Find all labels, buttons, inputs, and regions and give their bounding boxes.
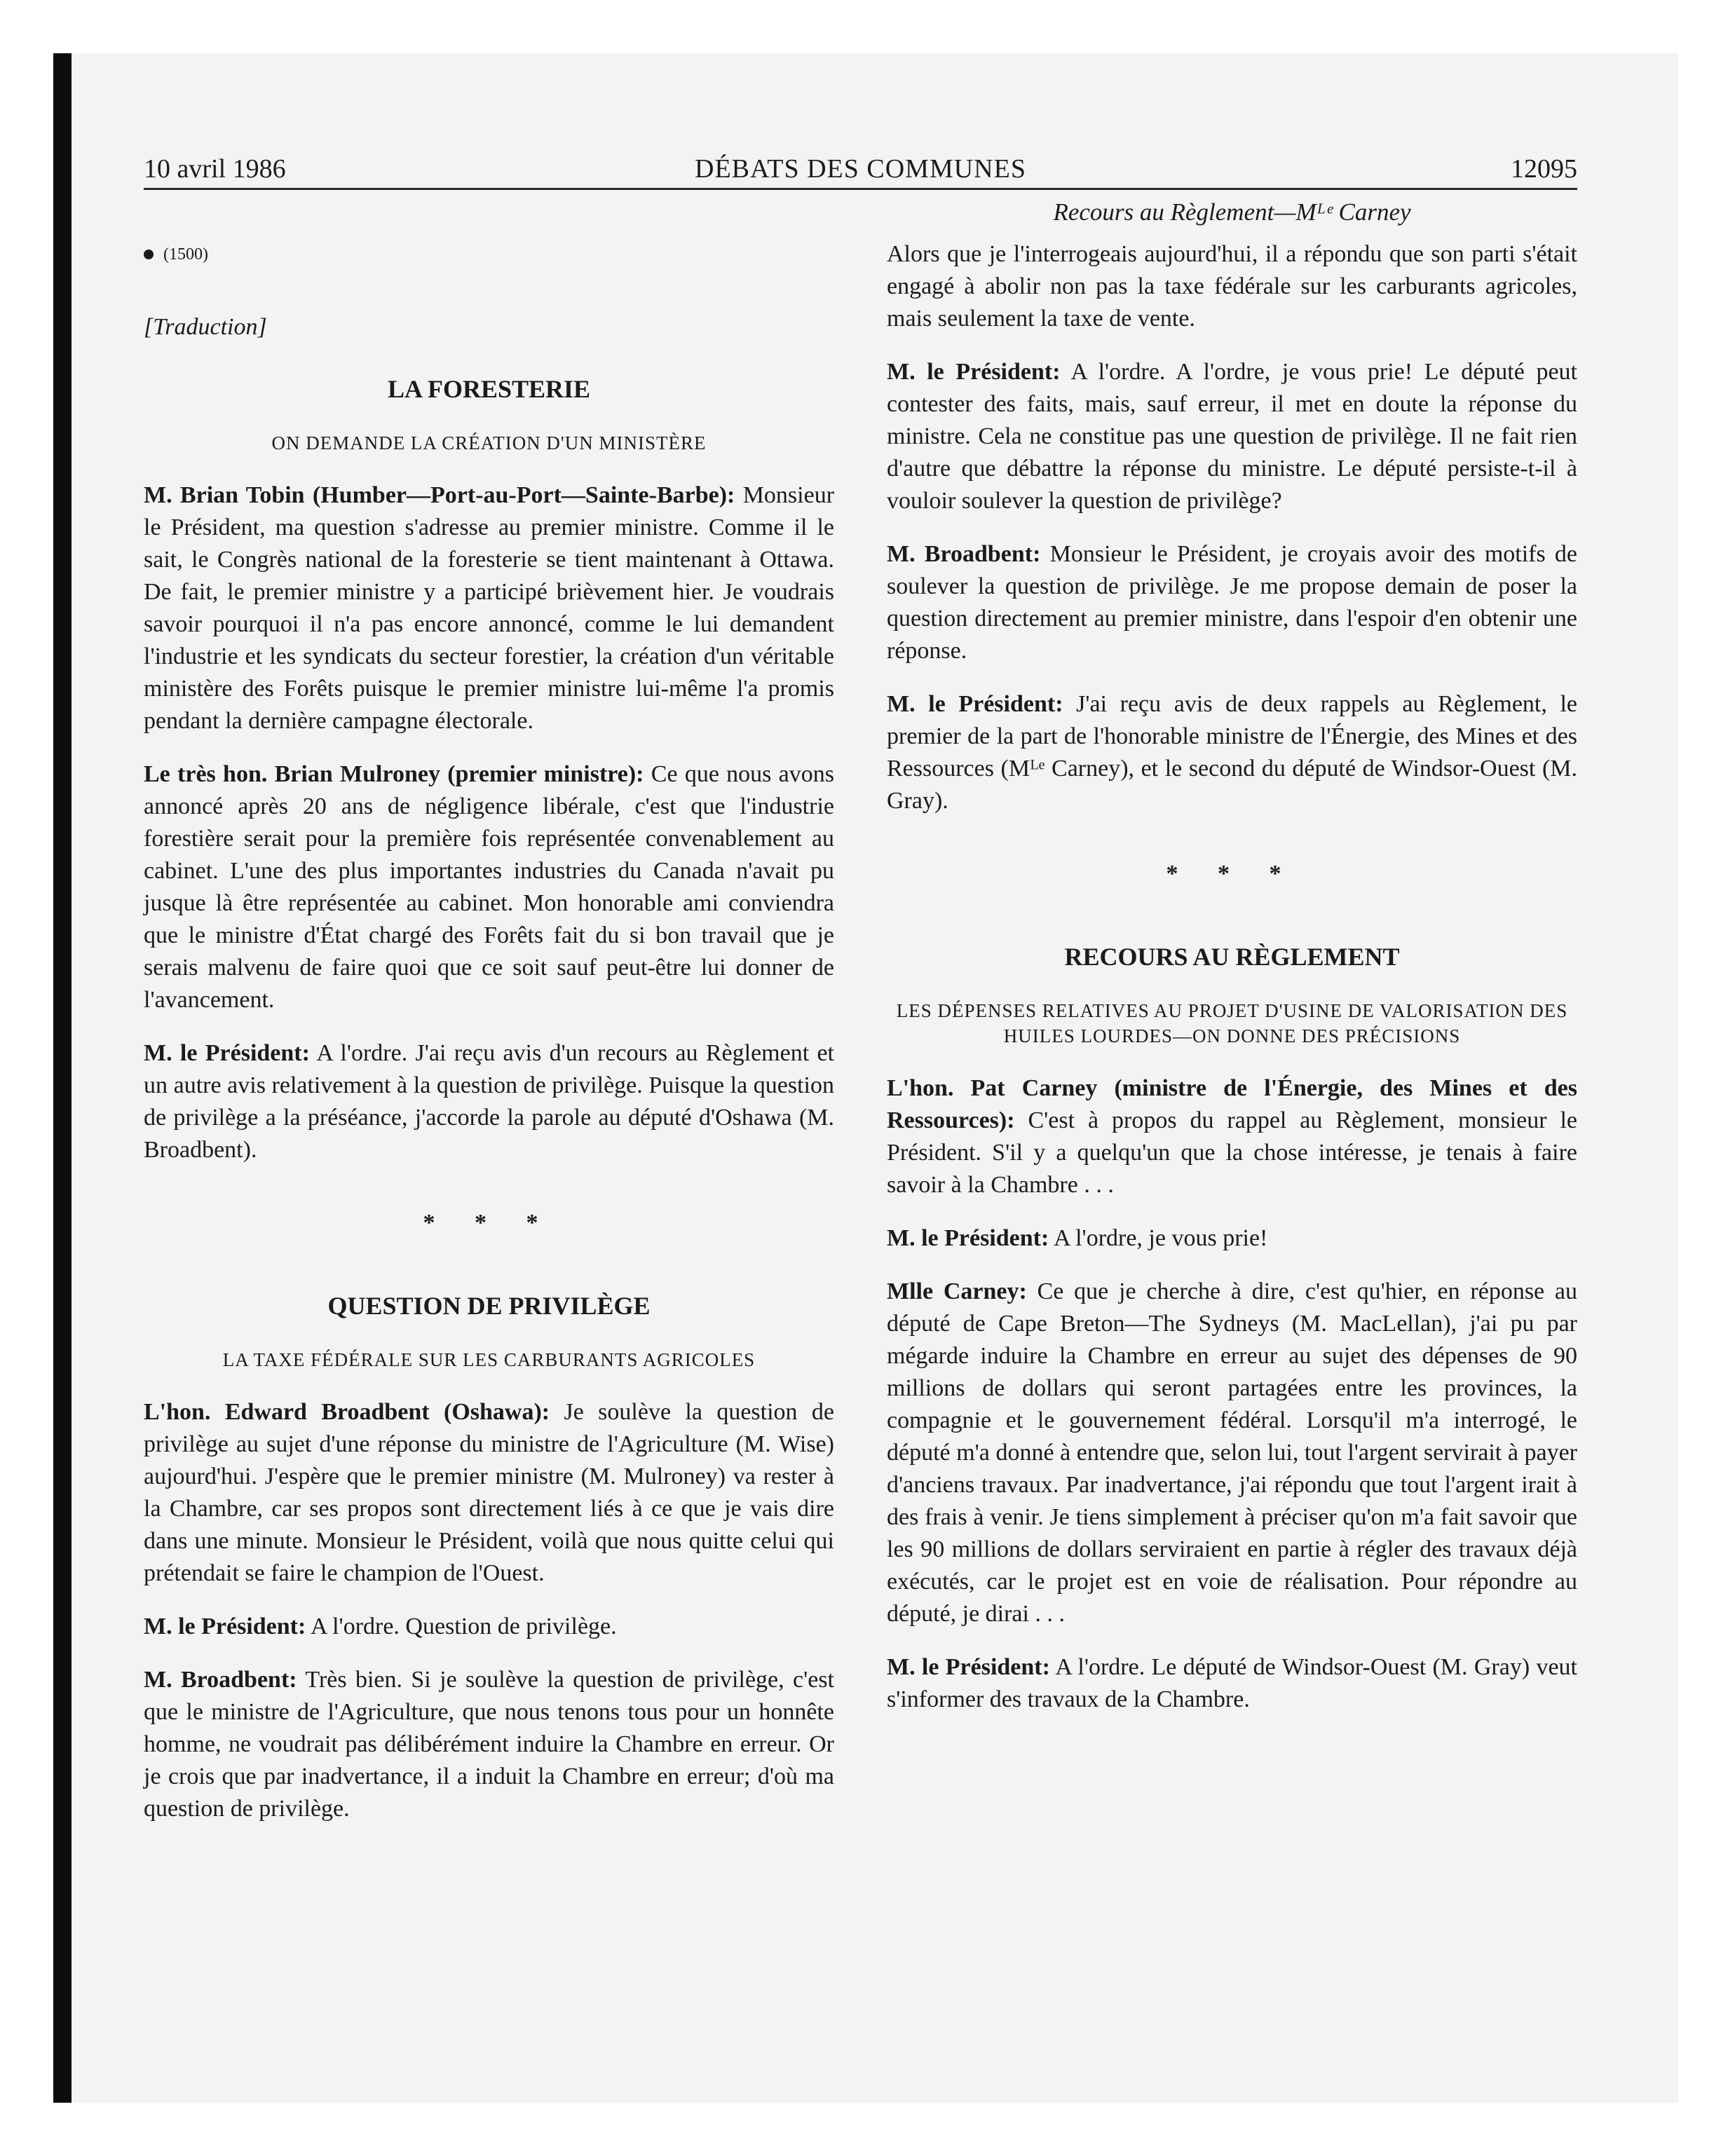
paragraph-broadbent-3 [887, 538, 1577, 667]
speaker: M. le Président: [887, 1225, 1049, 1251]
section-subtitle-privilege: LA TAXE FÉDÉRALE SUR LES CARBURANTS AGRICOLES [222, 1349, 756, 1370]
paragraph-carney-1 [887, 1072, 1577, 1201]
speaker: M. Broadbent: [144, 1667, 297, 1693]
bullet-icon [144, 250, 154, 259]
paragraph-president-1 [144, 1037, 834, 1166]
speech: J'ai reçu avis de deux rappels au Règlement, le premier de la part de l'honorable ministre de l'Énergie, des Mines et des Ressources (Mᴸᵉ Carney), et le second du député de Windsor-Ouest (M. Gray). [887, 691, 1578, 814]
binding-edge [53, 53, 72, 2103]
translation-note: [Traduction] [144, 314, 267, 340]
section-subtitle-recours: LES DÉPENSES RELATIVES AU PROJET D'USINE DE VALORISATION DES HUILES LOURDES—ON DONNE DES PRÉCISIONS [896, 1000, 1568, 1046]
speaker: M. Brian Tobin (Humber—Port-au-Port—Sainte-Barbe): [144, 482, 735, 508]
paragraph-broadbent-2 [144, 1664, 834, 1825]
time-marker [144, 238, 834, 271]
speech: Monsieur le Président, je croyais avoir des motifs de soulever la question de privilège. Je me propose demain de poser la question directement au premier ministre, dans l'espoir d'en obtenir une réponse. [887, 541, 1578, 664]
header-title: DÉBATS DES COMMUNES [695, 154, 1026, 184]
paragraph-president-3 [887, 356, 1577, 517]
page [144, 153, 1577, 2031]
right-column [887, 196, 1577, 1737]
section-separator: * * * [1166, 861, 1298, 887]
paragraph-president-2 [144, 1611, 834, 1643]
page-header [144, 153, 1577, 190]
time-marker-text: (1500) [163, 245, 208, 264]
speaker: L'hon. Pat Carney (ministre de l'Énergie, des Mines et des Ressources): [887, 1075, 1577, 1133]
speech: Ce que je cherche à dire, c'est qu'hier, en réponse au député de Cape Breton—The Sydneys (M. MacLellan), j'ai pu par mégarde induire la Chambre en erreur au sujet des dépenses de 90 millions de dollars qui seront partagées entre les provinces, la compagnie et le gouvernement fédéral. Lorsqu'il m'a interrogé, le député m'a donné à entendre que, selon lui, tout l'argent servirait à payer d'anciens travaux. Par inadvertance, j'ai répondu que tout l'argent irait à des frais à venir. Je tiens simplement à préciser qu'on m'a fait savoir que les 90 millions de dollars serviraient en partie à régler des travaux déjà exécutés, car le projet est en voie de réalisation. Pour répondre au député, je dirai . . . [887, 1278, 1578, 1627]
speech: Très bien. Si je soulève la question de privilège, c'est que le ministre de l'Agriculture, que nous tenons tous pour un honnête homme, ne voudrait pas délibérément induire la Chambre en erreur. Or je crois que par inadvertance, il a induit la Chambre en erreur; d'où ma question de privilège. [144, 1667, 834, 1822]
section-title-recours: RECOURS AU RÈGLEMENT [1064, 943, 1400, 971]
speaker: M. le Président: [887, 359, 1061, 385]
paragraph-continued [887, 238, 1577, 335]
section-title-foresterie: LA FORESTERIE [387, 375, 591, 403]
section-separator: * * * [423, 1210, 555, 1236]
section-subtitle-foresterie: ON DEMANDE LA CRÉATION D'UN MINISTÈRE [271, 432, 707, 453]
left-column [144, 196, 834, 1846]
paragraph-president-4 [887, 688, 1577, 817]
paragraph-tobin [144, 479, 834, 737]
speaker: M. Broadbent: [887, 541, 1041, 567]
speech: C'est à propos du rappel au Règlement, monsieur le Président. S'il y a quelqu'un que la chose intéresse, je tenais à faire savoir à la Chambre . . . [887, 1107, 1578, 1198]
speaker: Mlle Carney: [887, 1278, 1027, 1304]
header-date: 10 avril 1986 [144, 154, 286, 184]
speech: A l'ordre. Le député de Windsor-Ouest (M. Gray) veut s'informer des travaux de la Chambre. [887, 1654, 1577, 1712]
section-title-privilege: QUESTION DE PRIVILÈGE [327, 1292, 651, 1320]
speaker: Le très hon. Brian Mulroney (premier ministre): [144, 761, 644, 787]
speech: A l'ordre, je vous prie! [1053, 1225, 1268, 1251]
paragraph-president-5 [887, 1222, 1577, 1255]
speech: Ce que nous avons annoncé après 20 ans de négligence libérale, c'est que l'industrie forestière serait pour la première fois représentée convenablement au cabinet. L'une des plus importantes industries du Canada n'avait pu jusque là être représentée au cabinet. Mon honorable ami conviendra que le ministre d'État chargé des Forêts fait du si bon travail que je serais malvenu de faire quoi que ce soit sauf peut-être lui donner de l'avancement. [144, 761, 834, 1013]
speaker: M. le Président: [887, 691, 1063, 717]
paragraph-broadbent-1 [144, 1396, 834, 1590]
header-page-number: 12095 [1511, 154, 1577, 184]
speaker: L'hon. Edward Broadbent (Oshawa): [144, 1399, 550, 1425]
paragraph-mulroney [144, 758, 834, 1016]
paragraph-carney-2 [887, 1276, 1577, 1630]
speaker: M. le Président: [887, 1654, 1050, 1680]
speech: Je soulève la question de privilège au sujet d'une réponse du ministre de l'Agriculture (M. Wise) aujourd'hui. J'espère que le premier ministre (M. Mulroney) va rester à la Chambre, car ses propos sont directement liés à ce que je vais dire dans une minute. Monsieur le Président, voilà que nous quitte celui qui prétendait se faire le champion de l'Ouest. [144, 1399, 834, 1586]
running-head: Recours au Règlement—Mᴸᵉ Carney [1053, 198, 1411, 226]
speech: A l'ordre. Question de privilège. [310, 1613, 617, 1639]
speech: A l'ordre. J'ai reçu avis d'un recours au Règlement et un autre avis relativement à la question de privilège. Puisque la question de privilège a la préséance, j'accorde la parole au député d'Oshawa (M. Broadbent). [144, 1040, 835, 1163]
paragraph-president-6 [887, 1651, 1577, 1716]
speaker: M. le Président: [144, 1613, 306, 1639]
speech: A l'ordre. A l'ordre, je vous prie! Le député peut contester des faits, mais, sauf erreur, il met en doute la réponse du ministre. Cela ne constitue pas une question de privilège. Il ne fait rien d'autre que débattre la réponse du ministre. Le député persiste-t-il à vouloir soulever la question de privilège? [887, 359, 1577, 514]
speech: Alors que je l'interrogeais aujourd'hui, il a répondu que son parti s'était engagé à abolir non pas la taxe fédérale sur les carburants agricoles, mais seulement la taxe de vente. [887, 241, 1577, 332]
speech: Monsieur le Président, ma question s'adresse au premier ministre. Comme il le sait, le Congrès national de la foresterie se tient maintenant à Ottawa. De fait, le premier ministre y a participé brièvement hier. Je voudrais savoir pourquoi il n'a pas encore annoncé, comme le lui demandent l'industrie et les syndicats du secteur forestier, la création d'un véritable ministère des Forêts puisque le premier ministre lui-même l'a promis pendant la dernière campagne électorale. [144, 482, 835, 734]
speaker: M. le Président: [144, 1040, 310, 1066]
